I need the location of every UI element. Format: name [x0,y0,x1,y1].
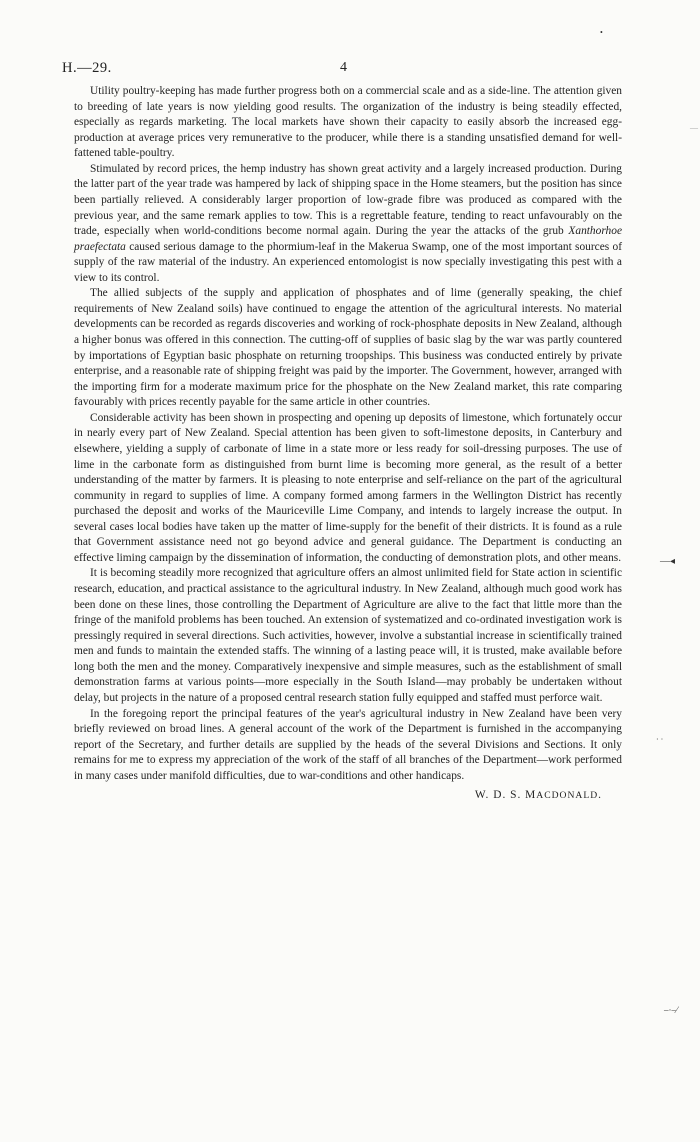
signature [74,789,622,801]
paragraph-conclusion: In the foregoing report the principal features of the year's agricultural industry in New Zealand have been very briefly reviewed on broad lines. A general account of the work of the Department is furnished in the accompanying report of the Secretary, and further details are supplied by the heads of the several Divisions and Sections. It only remains for me to express my appreciation of the work of the staff of all branches of the Department—work performed in many cases under manifold difficulties, due to war-conditions and other handicaps. [74,707,622,782]
signature-period: . [598,789,602,802]
hemp-text-before: Stimulated by record prices, the hemp industry has shown great activity and a largely increased production. During the latter part of the year trade was hampered by lack of shipping space in the Home steamers, but the position has since been partially relieved. A considerably larger proportion of low-grade fibre was produced as compared with the previous year, and the same remark applies to tow. This is a regrettable feature, tending to react unfavourably on the trade, especially when world-conditions become normal again. During the year the attacks of the grub [74,162,622,238]
grub-species-name: Xanthorhoe praefectata [74,225,622,253]
margin-tick: — [690,123,698,132]
signature-surname: ACDONALD [536,790,599,802]
margin-dots: · · [656,735,664,744]
paragraph-poultry: Utility poultry-keeping has made further progress both on a commercial scale and as a side-line. The attention given to breeding of late years is now yielding good results. The organization of the industry is being steadily effected, especially as regards marketing. The local markets have shown their capacity to easily absorb the increased egg-production at average prices very remunerative to the producer, while there is a standing unsatisfied demand for well-fattened table-poultry. [74,85,622,160]
report-body [74,84,622,801]
paragraph-research: It is becoming steadily more recognized that agriculture offers an almost unlimited field for State action in scientific research, education, and practical assistance to the agricultural industry. In New Zealand, although much good work has been done on these lines, those controlling the Department of Agriculture are alive to the fact that little more than the fringe of the manifold problems has been touched. An extension of systematized and co-ordinated investigation work is pressingly required in several directions. Such activities, however, involve a substantial increase in scientifically trained men and funds to maintain the extended staffs. The winning of a lasting peace will, it is trusted, make available before long both the men and the money. Comparatively inexpensive and simple measures, such as the establishment of small demonstration farms at various points—more especially in the South Island—may probably be undertaken without delay, but projects in the nature of a proposed central research station fully equipped and staffed must perforce wait. [74,567,622,704]
paragraph-hemp [74,162,622,287]
paragraph-limestone: Considerable activity has been shown in prospecting and opening up deposits of limestone, which fortunately occur in nearly every part of New Zealand. Special attention has been given to soft-limestone deposits, in Canterbury and elsewhere, yielding a supply of carbonate of lime in a state more or less ready for soil-dressing purposes. The use of lime in the carbonate form as distinguished from burnt lime is becoming more general, as the result of a better understanding of the matter by farmers. It is pleasing to note enterprise and self-reliance on the part of the agricultural community in regard to supplies of lime. A company formed among farmers in the Wellington District has recently purchased the deposit and works of the Mauriceville Lime Company, and intends to largely increase the output. In several cases local bodies have taken up the matter of lime-supply for the benefit of their districts. It is found as a rule that Government assistance need not go beyond advice and general guidance. The Department is conducting an effective liming campaign by the dissemination of information, the conducting of demonstration plots, and other means. [74,411,622,564]
signature-initials: W. D. S. M [474,789,537,802]
margin-arrow-mark: —◂ [660,556,676,567]
document-reference: H.—29. [62,60,112,76]
paragraph-phosphates: The allied subjects of the supply and application of phosphates and of lime (generally speaking, the chief requirements of New Zealand soils) have continued to engage the attention of the agricultural interests. No material developments can be recorded as regards discoveries and working of rock-phosphate deposits in New Zealand, although a higher bonus was offered in this connection. The cutting-off of supplies of basic slag by the war was partly countered by importations of Egyptian basic phosphate on returning troopships. This business was conducted entirely by private enterprise, and a reasonable rate of shipping freight was paid by the importer. The Government, however, arranged with the importing firm for a moderate maximum price for the phosphate on the New Zealand market, this rate comparing favourably with prices recently payable for the same article in other countries. [74,287,622,409]
hemp-text-after: caused serious damage to the phormium-leaf in the Makerua Swamp, one of the most important sources of supply of the raw material of the industry. An experienced entomologist is now specially investigating this pest with a view to its control. [74,240,622,284]
scan-speck: • [600,28,603,37]
page-number: 4 [340,60,347,75]
margin-scribble: –·–⁄ [664,1005,678,1015]
page-header [62,60,638,80]
